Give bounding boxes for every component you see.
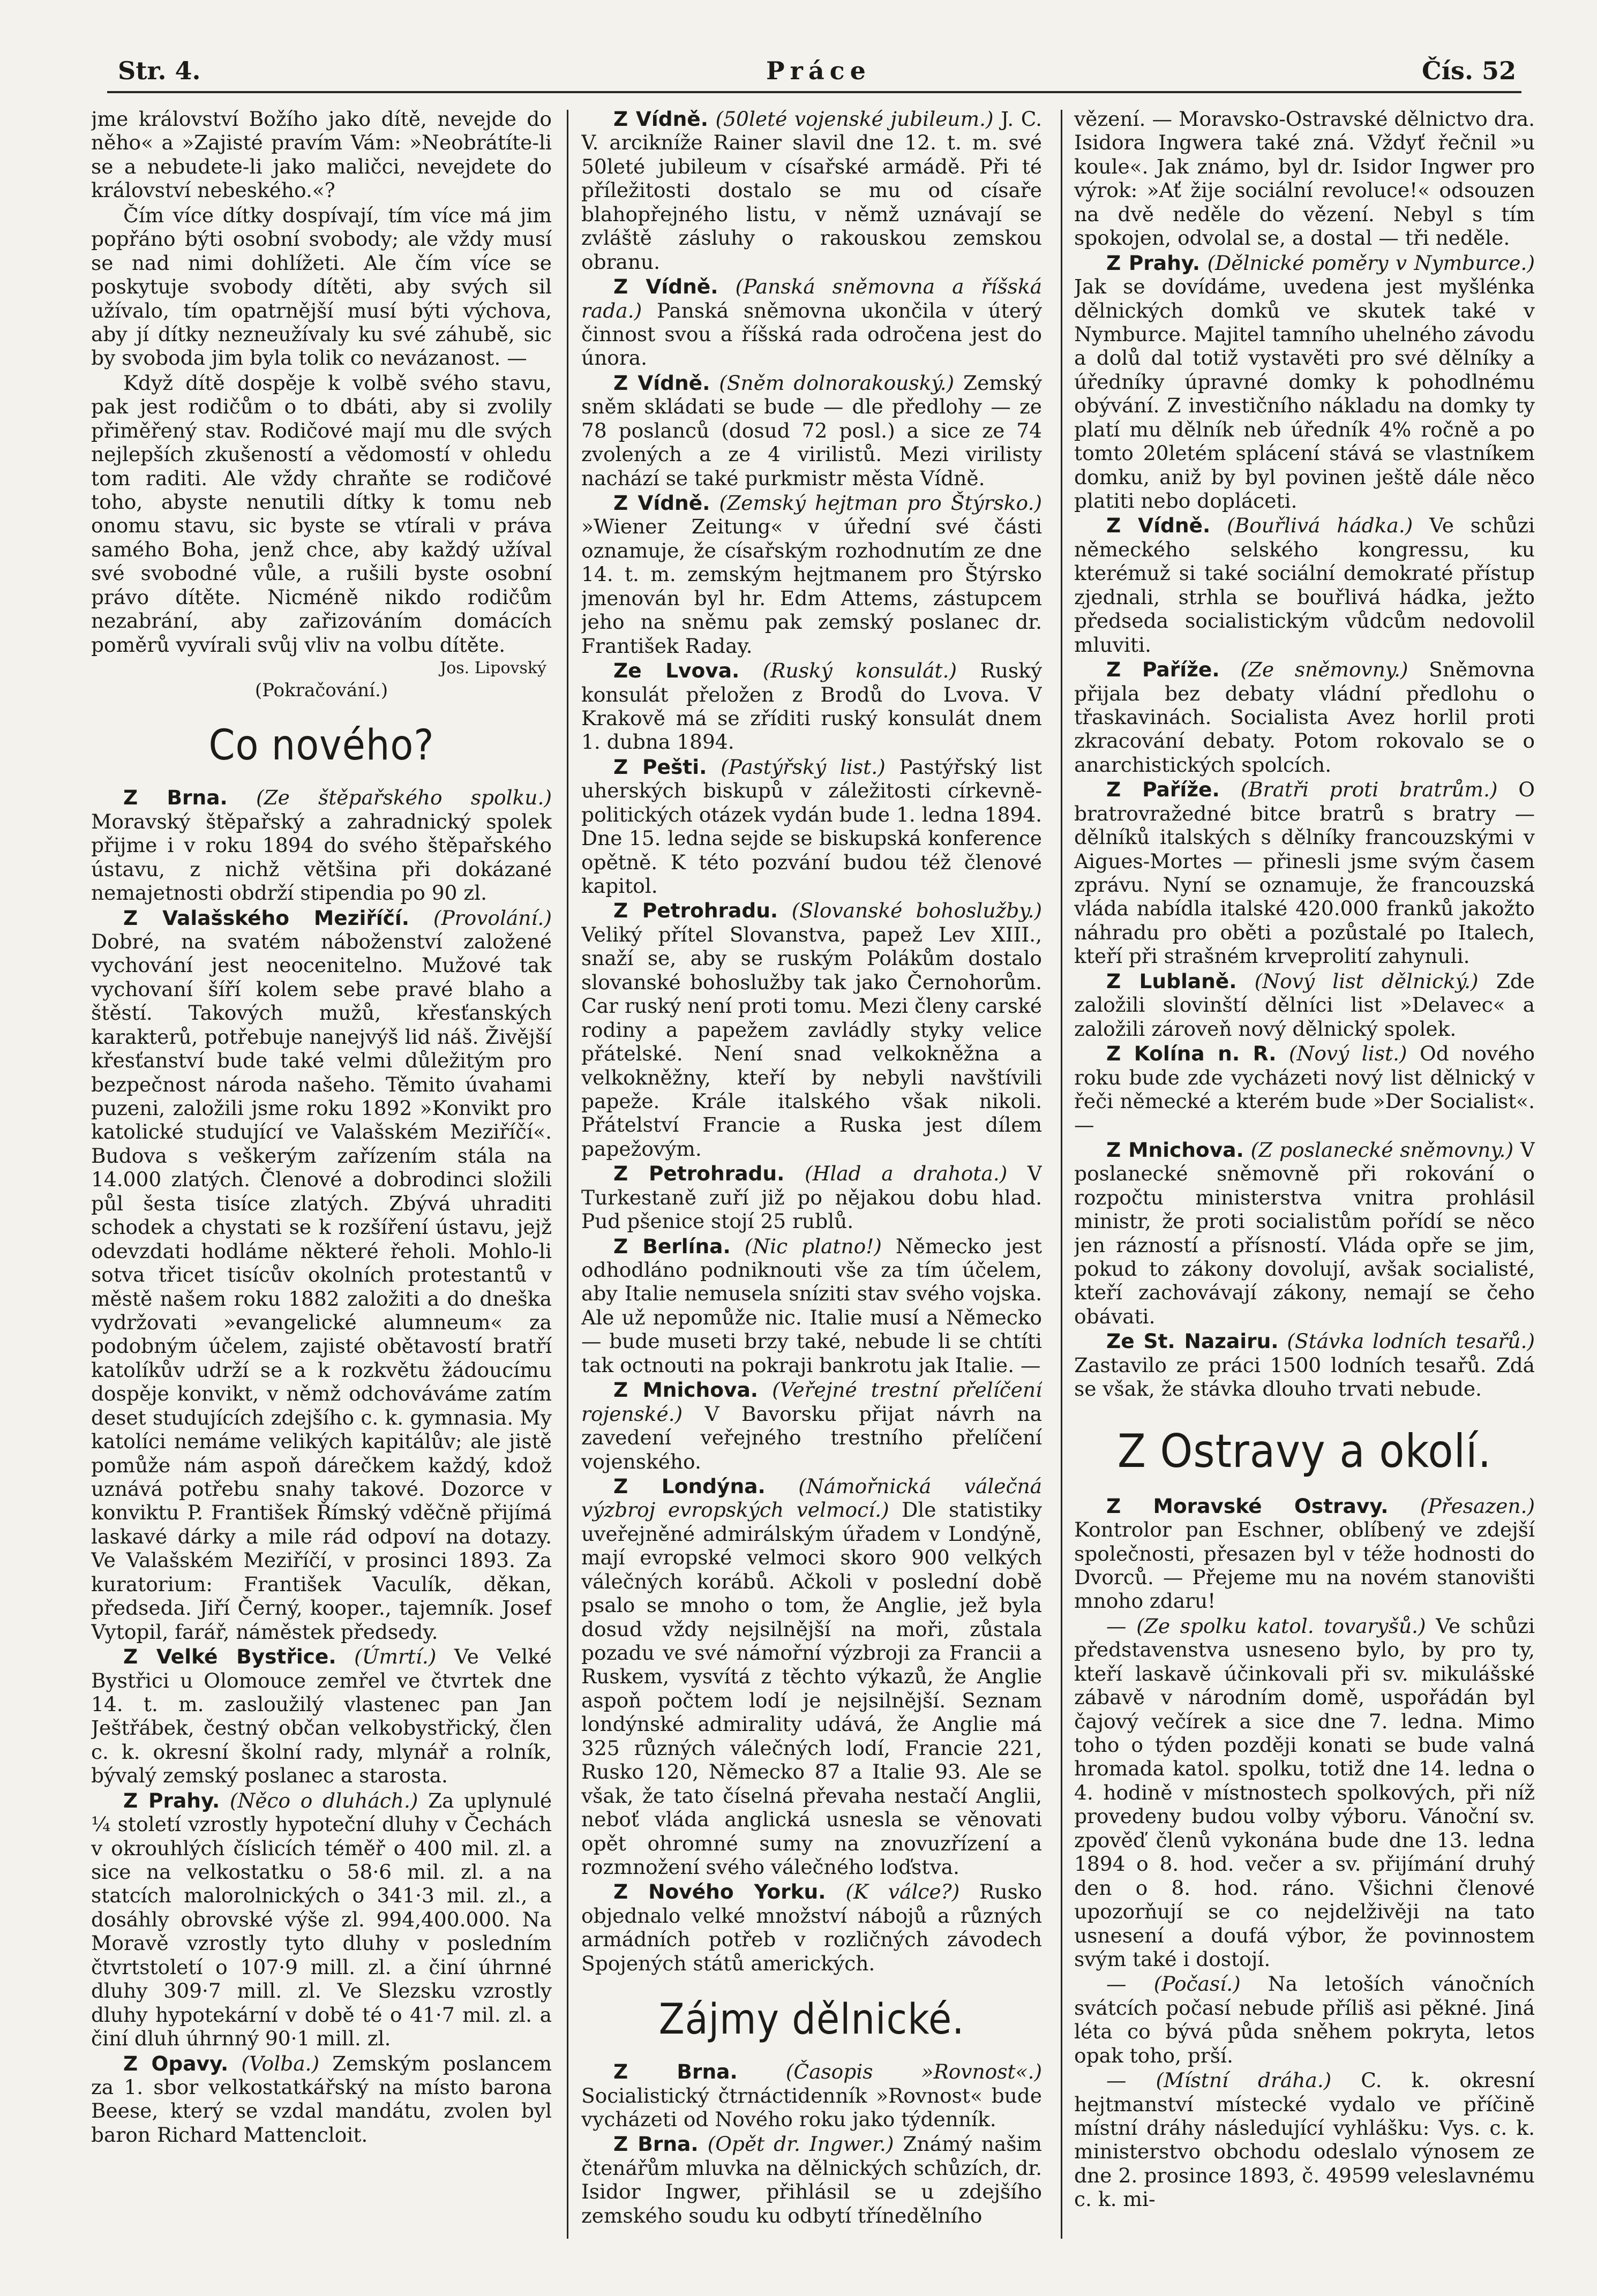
news-item (91, 2052, 552, 2147)
item-location: Z Lublaně. (1106, 969, 1237, 993)
item-subject: (Slovanské bohoslužby.) (791, 899, 1042, 923)
item-subject: (Něco o dluhách.) (229, 1788, 418, 1812)
item-subject: (Panská sněmovna a říšská rada.) (581, 275, 1042, 322)
item-text: J. C. V. arcikníže Rainer slavil dne 12. t. m. své 50leté jubileum v císařské armádě. Při té příležitosti dostalo se mu od císaře blahopřejného listu, v němž uznávají se zvláště zásluhy o rakouskou zemskou obranu. (581, 107, 1042, 274)
item-subject: (Nový list dělnický.) (1254, 969, 1479, 993)
item-text: Ve schůzi německého selského kongressu, ku kterémuž si také sociální demokraté přístup zjednali, strhla se bouřlivá hádka, ježto předseda socialistickým vůdcům nedovolil mluviti. (1074, 514, 1535, 657)
author-signature: Jos. Lipovský (440, 659, 546, 678)
news-item (1074, 658, 1535, 777)
news-item (581, 755, 1042, 898)
item-text: Dle statistiky uveřejněné admirálským úřadem v Londýně, mají evropské velmoci skoro 900 velkých válečných korábů. Ačkoli v poslední době psalo se mnoho o tom, že Anglie, jež byla dosud vždy nejsilnější na moři, zůstala pozadu ve své námořní výzbroji za Francii a Ruskem, vysvítá z těchto výkazů, že Anglie aspoň počtem lodí je nejsilnější. Seznam londýnské admirality udává, že Anglie má 325 různých válečných lodí, Francie 221, Rusko 120, Německo 87 a Italie 93. Ale se však, že tato číselná převaha nestačí Anglii, neboť vláda anglická usnesla se věnovati opět ohromné sumy na znovuzřízení a rozmnožení svého válečného loďstva. (581, 1498, 1042, 1879)
item-location: Z Prahy. (123, 1788, 220, 1812)
item-location: Z Brna. (123, 786, 228, 810)
news-item (1074, 251, 1535, 513)
item-text: O bratrovražedné bitce bratrů s bratry — dělníků italských s dělníky francouzskými v Aigues-Mortes — přinesli jsme svým časem zprávu. Nyní se oznamuje, že francouzská vláda nabídla italské 420.000 franků jakožto náhradu pro oběti a pozůstalé po Italech, kteří při strašném krveprolití zahynuli. (1074, 778, 1535, 968)
item-location: Z Valašského Meziříčí. (123, 906, 410, 930)
item-location: Ze St. Nazairu. (1106, 1329, 1279, 1353)
item-text: Ruský konsulát přeložen z Brodů do Lvova. V Krakově má se zříditi ruský konsulát dnem 1. dubna 1894. (581, 659, 1042, 754)
item-text: Od nového roku bude zde vycházeti nový list dělnický v řeči německé a kterém bude »Der Socialist«. — (1074, 1042, 1535, 1137)
item-location: Z Brna. (613, 2132, 699, 2156)
item-text: Zde založili slovinští dělníci list »Delavec« a založili zároveň nový dělnický spolek. (1074, 969, 1535, 1041)
item-subject: (Bratři proti bratrům.) (1240, 778, 1498, 802)
item-subject: (Úmrtí.) (354, 1645, 437, 1669)
news-item (581, 371, 1042, 490)
item-subject: (Sněm dolnorakouský.) (719, 371, 955, 395)
issue-number: Čís. 52 (1421, 56, 1516, 85)
item-text: Moravský štěpařský a zahradnický spolek přijme i v roku 1894 do svého štěpařského ústavu, z nichž většina při dokázané nemajetnosti obdrží stipendia po 90 zl. (91, 809, 552, 905)
item-subject: — (Ze spolku katol. tovaryšů.) (1106, 1614, 1426, 1638)
item-location: Z Velké Bystřice. (123, 1645, 336, 1669)
item-subject: — (Počasí.) (1106, 1972, 1241, 1996)
item-subject: (Pastýřský list.) (721, 755, 886, 779)
item-text: Jak se dovídáme, uvedena jest myšlénka dělnických domků ve skutek také v Nymburce. Majitel tamního uhelného závodu a dolů dal totiž vystavěti pro své dělníky a úředníky úpravné domky k pohodlnému obývání. Z investičního nákladu na domky ty platí mu dělník neb úředník 4% ročně a po tomto 20letém splácení stává se vlastníkem domku, aniž by byl povinen ještě dále něco platiti nebo dopláceti. (1074, 275, 1535, 513)
item-subject: (Zemský hejtman pro Štýrsko.) (719, 491, 1042, 515)
item-subject: (Opět dr. Ingwer.) (707, 2132, 894, 2156)
column-right (1074, 107, 1535, 2239)
news-item (91, 1789, 552, 2051)
item-subject: — (Místní dráha.) (1106, 2068, 1332, 2092)
paragraph: jme království Božího jako dítě, nevejde do něho« a »Zajisté pravím Vám: »Neobrátíte-li se a nebudete-li jako maličci, nevejdete do království nebeského.«? (91, 107, 552, 202)
page-header (107, 51, 1521, 94)
news-item (1074, 778, 1535, 968)
item-text: Zastavilo ze práci 1500 lodních tesařů. Zdá se však, že stávka dlouho trvati nebude. (1074, 1353, 1535, 1401)
item-subject: (K válce?) (845, 1880, 960, 1904)
news-item (1074, 514, 1535, 657)
item-subject: (Veřejné trestní přelíčení rojenské.) (581, 1378, 1042, 1426)
column-divider (567, 110, 568, 2239)
paragraph: Čím více dítky dospívají, tím více má jim popřáno býti osobní svobody; ale vždy musí se nad nimi dohlížeti. Ale čím více se poskytuje svobody dítěti, aby svých sil užívalo, tím opatrnější musí býti výchova, aby jí dítky nezneužívaly ku své záhubě, sic by svoboda jim byla tolik co nevázanost. — (91, 203, 552, 370)
page-number: Str. 4. (118, 56, 201, 85)
item-location: Z Vídně. (613, 107, 708, 131)
item-text: Kontrolor pan Eschner, oblíbený ve zdejší společnosti, přesazen byl v téže hodnosti do Dvorců. — Přejeme mu na novém stanovišti mnoho zdaru! (1074, 1518, 1535, 1613)
item-text: Zemským poslancem za 1. sbor velkostatkářský na místo barona Beese, který se vzdal mandátu, zvolen byl baron Richard Mattencloit. (91, 2051, 552, 2147)
column-divider (1061, 110, 1062, 2239)
item-location: Z Moravské Ostravy. (1106, 1494, 1389, 1518)
news-item (91, 906, 552, 1644)
item-text: V Bavorsku přijat návrh na zavedení veřejného trestního přelíčení vojenského. (581, 1402, 1042, 1473)
news-item (581, 1234, 1042, 1377)
item-location: Z Prahy. (1106, 251, 1201, 275)
item-subject: (Časopis »Rovnost«.) (785, 2060, 1042, 2084)
news-item (581, 491, 1042, 658)
item-text: Rusko objednalo velké množství nábojů a různých armádních potřeb v rozličných závodech Spojených států amerických. (581, 1880, 1042, 1975)
item-text: V Turkestaně zuří již po nějakou dobu hlad. Pud pšenice stojí 25 rublů. (581, 1162, 1042, 1233)
item-subject: (50leté vojenské jubileum.) (715, 107, 994, 131)
item-location: Z Vídně. (1106, 514, 1211, 538)
item-text: Panská sněmovna ukončila v úterý činnost svou a říšská rada odročena jest do února. (581, 298, 1042, 370)
news-item (1074, 1042, 1535, 1137)
item-subject: (Stávka lodních tesařů.) (1287, 1329, 1535, 1353)
section-heading: Zájmy dělnické. (658, 1996, 965, 2044)
item-location: Z Pešti. (613, 755, 707, 779)
item-text: »Wiener Zeitung« v úřední své části oznamuje, že císařským rozhodnutím ze dne 14. t. m. zemským hejtmanem pro Štýrsko jmenován byl hr. Edm Attems, zástupcem jeho na sněmu pak zemský poslanec dr. František Raday. (581, 515, 1042, 658)
item-subject: (Ze sněmovny.) (1240, 658, 1408, 682)
item-location: Z Paříže. (1106, 658, 1220, 682)
item-location: Z Vídně. (613, 491, 710, 515)
news-item (581, 275, 1042, 370)
item-location: Z Petrohradu. (613, 899, 778, 923)
news-item (1074, 1614, 1535, 1971)
item-text: Zemský sněm skládati se bude — dle předlohy — ze 78 poslanců (dosud 72 posl.) a sice ze 74 zvolených a ze 4 virilistů. Mezi virilisty nachází se také purkmistr města Vídně. (581, 371, 1042, 490)
item-subject: (Hlad a drahota.) (804, 1162, 1008, 1186)
item-subject: (Provolání.) (433, 906, 552, 930)
item-location: Z Londýna. (613, 1474, 766, 1498)
item-subject: (Z poslanecké sněmovny.) (1250, 1138, 1514, 1162)
item-text: V poslanecké sněmovně při rokování o rozpočtu ministerstva vnitra prohlásil ministr, že proti socialistům pořídí se něco jen rázností a přísností. Vláda opře se jim, pokud to zákony dovolují, avšak socialisté, kteří zachovávají zákony, nemají se čeho obávati. (1074, 1138, 1535, 1328)
item-location: Ze Lvova. (613, 659, 740, 683)
news-item (1074, 2068, 1535, 2211)
item-text: Známý našim čtenářům mluvka na dělnických schůzích, dr. Isidor Ingwer, přihlásil se u zdejšího zemského soudu ku odbytí třínedělního (581, 2132, 1042, 2227)
item-text: Sněmovna přijala bez debaty vládní předlohu o třaskavinách. Socialista Avez horlil proti zkracování debaty. Potom rokovalo se o anarchistických spolcích. (1074, 658, 1535, 777)
item-location: Z Opavy. (123, 2051, 229, 2075)
paragraph: Když dítě dospěje k volbě svého stavu, pak jest rodičům o to dbáti, aby si zvolily přiměřený stav. Rodičové mají mu dle svých nejlepších zkušeností a vědomostí v ohledu tom raditi. Ale vždy chraňte se rodičové toho, abyste nenutili dítky k tomu neb onomu stavu, sic byste se vtírali v práva samého Boha, jenž chce, aby každý užíval své svobodné vůle, a rušili byste osobní právo dítěte. Nicméně nikdo rodičům nezabrání, aby zařizováním domácích poměrů vyvírali svůj vliv na volbu dítěte. (91, 371, 552, 657)
item-location: Z Nového Yorku. (613, 1880, 826, 1904)
news-item (1074, 1972, 1535, 2067)
news-item (581, 1378, 1042, 1473)
item-location: Z Vídně. (613, 275, 718, 299)
item-text: Německo jest odhodláno podniknouti vše za tím účelem, aby Italie nemusela sníziti stav svého vojska. Ale už nepomůže nic. Italie musí a Německo — bude museti brzy také, nebude li se chtíti tak octnouti na pokraji bankrotu jak Italie. — (581, 1234, 1042, 1377)
item-subject: (Bouřlivá hádka.) (1227, 514, 1413, 538)
item-location: Z Paříže. (1106, 778, 1220, 802)
item-subject: (Námořnická válečná výzbroj evropských velmocí.) (581, 1474, 1042, 1522)
news-item (1074, 969, 1535, 1041)
item-subject: (Dělnické poměry v Nymburce.) (1207, 251, 1535, 275)
section-heading: Co nového? (208, 721, 434, 770)
news-item (581, 107, 1042, 274)
news-item (581, 659, 1042, 754)
paragraph: vězení. — Moravsko-Ostravské dělnictvo dra. Isidora Ingwera také zná. Vždyť řečnil »u koule«. Jak známo, byl dr. Isidor Ingwer pro výrok: »Ať žije sociální revoluce!« odsouzen na dvě neděle do vězení. Nebyl s tím spokojen, odvolal se, a dostal — tři neděle. (1074, 107, 1535, 250)
news-item (581, 2060, 1042, 2131)
item-location: Z Vídně. (613, 371, 710, 395)
item-location: Z Kolína n. R. (1106, 1042, 1277, 1066)
item-location: Z Mnichova. (613, 1378, 758, 1402)
item-subject: (Ze štěpařského spolku.) (256, 786, 552, 810)
news-item (1074, 1329, 1535, 1401)
item-subject: (Nic platno!) (744, 1234, 882, 1258)
news-item (1074, 1494, 1535, 1613)
column-left (91, 107, 552, 2239)
continued-note: (Pokračování.) (254, 680, 388, 702)
news-item (91, 1645, 552, 1788)
item-text: Za uplynulé ¼ století vzrostly hypoteční dluhy v Čechách v okrouhlých číslicích téměř o 400 mil. zl. a sice na velkostatku o 58·6 mil. zl. a na statcích malorolnických o 341·3 mil. zl., a dosáhly obrovské výše zl. 994,400.000. Na Moravě vzrostly tyto dluhy v posledním čtvrtstoletí o 107·9 mill. zl. a činí úhrnné dluhy 309·7 mill. zl. Ve Slezsku vzrostly dluhy hypotekární v době té o 41·7 mil. zl. a činí dluh úhrnný 90·1 mill. zl. (91, 1788, 552, 2051)
news-item (581, 899, 1042, 1161)
item-subject: (Volba.) (241, 2051, 320, 2075)
item-location: Z Berlína. (613, 1234, 731, 1258)
news-item (581, 1162, 1042, 1233)
item-location: Z Mnichova. (1106, 1138, 1244, 1162)
item-subject: (Přesazen.) (1420, 1494, 1535, 1518)
item-location: Z Petrohradu. (613, 1162, 785, 1186)
item-text: Veliký přítel Slovanstva, papež Lev XIII., snaží se, aby se ruským Polákům dostalo slovanské bohoslužby tak jako Černohorům. Car ruský není proti tomu. Mezi členy carské rodiny a papežem zavládly styky velice přátelské. Není snad velkokněžna a velkokněžny, kteří by nebyli navštívili papeže. Krále italského však nikoli. Přátelství Francie a Ruska jest dílem papežovým. (581, 922, 1042, 1161)
item-subject: (Ruský konsulát.) (762, 659, 957, 683)
item-text: Ve Velké Bystřici u Olomouce zemřel ve čtvrtek dne 14. t. m. zasloužilý vlastenec pan Jan Ještřábek, čestný občan velkobystřický, člen c. k. okresní školní rady, mlynář a rolník, bývalý zemský poslanec a starosta. (91, 1645, 552, 1788)
section-heading: Z Ostravy a okolí. (1117, 1424, 1492, 1478)
item-subject: (Nový list.) (1288, 1042, 1407, 1066)
column-middle (581, 107, 1042, 2239)
item-text: Pastýřský list uherských biskupů v záležitosti církevně-politických otázek vydán bude 1. ledna 1894. Dne 15. ledna sejde se biskupská konference opětně. K této pozvání budou též členové kapitol. (581, 755, 1042, 898)
news-item (1074, 1138, 1535, 1329)
masthead-title: Práce (766, 56, 871, 85)
header-rule (107, 91, 1521, 93)
item-text: Ve schůzi představenstva usneseno bylo, by pro ty, kteří laskavě účinkovali při sv. mikulášské zábavě v národním domě, uspořádán byl čajový večírek a sice dne 7. ledna. Mimo toho o týden později konati se bude valná hromada katol. spolku, totiž dne 14. ledna o 4. hodině v místnostech spolkových, při níž provedeny budou volby výboru. Vánoční sv. zpověď členů vykonána bude dne 13. ledna 1894 o 8. hod. večer a sv. přijímání druhý den o 8. hod. ráno. Všichni členové upozorňují se co nejdelživěji na tato usnesení a doufá výbor, že povinnostem svým také i dostojí. (1074, 1614, 1535, 1971)
item-text: C. k. okresní hejtmanství místecké vydalo ve příčině místní dráhy následující vyhlášku: Vys. c. k. ministerstvo obchodu odeslalo výnosem ze dne 2. prosince 1893, č. 49599 veleslavnému c. k. mi- (1074, 2068, 1535, 2211)
news-item (581, 1474, 1042, 1879)
item-text: Socialistický čtrnáctidenník »Rovnost« bude vycházeti od Nového roku jako týdenník. (581, 2083, 1042, 2131)
item-text: Na letoších vánočních svátcích počasí nebude příliš asi pěkné. Jiná léta co bývá půda sněhem pokryta, letos opak toho, prší. (1074, 1972, 1535, 2067)
item-text: Dobré, na svatém náboženství založené vychování jest neocenitelno. Mužové tak vychovaní šíří kolem sebe pravé blaho a štěstí. Takových mužů, křesťanských karakterů, potřebuje nanejvýš lid náš. Živější křesťanství bude také velmi důležitým pro bezpečnost národa našeho. Těmito úvahami puzeni, založili jsme roku 1892 »Konvikt pro katolické studující ve Valašském Meziříčí«. Budova s veškerým zařízením stála na 14.000 zlatých. Členové a dobrodinci složili půl šesta tisíce zlatých. Zbývá uhraditi schodek a chystati se k rozšíření ústavu, jejž odevzdati hodláme některé řeholi. Mohlo-li sotva třicet tisícův okolních protestantů v městě našem roku 1882 založiti a do dneška vydržovati »evangelické alumneum« za podobným účelem, zajisté obětavostí bratří katolíkův udrží se a k rozkvětu žádoucímu dospěje konvikt, v němž odchováváme zatím deset studujících zdejšího c. k. gymnasia. My katolíci nemáme velikých kapitálův; ale jistě pomůže nám aspoň dárečkem každý, kdož uznává potřebu snahy takové. Dozorce v konviktu P. František Římský vděčně přijímá laskavé dárky a mile rád odpoví na dotazy. Ve Valašském Meziříčí, v prosinci 1893. Za kuratorium: František Vaculík, děkan, předseda. Jiří Černý, kooper., tajemník. Josef Vytopil, farář, náměstek předsedy. (91, 929, 552, 1644)
news-item (581, 1880, 1042, 1975)
item-location: Z Brna. (613, 2060, 738, 2084)
news-item (581, 2132, 1042, 2227)
news-item (91, 786, 552, 905)
